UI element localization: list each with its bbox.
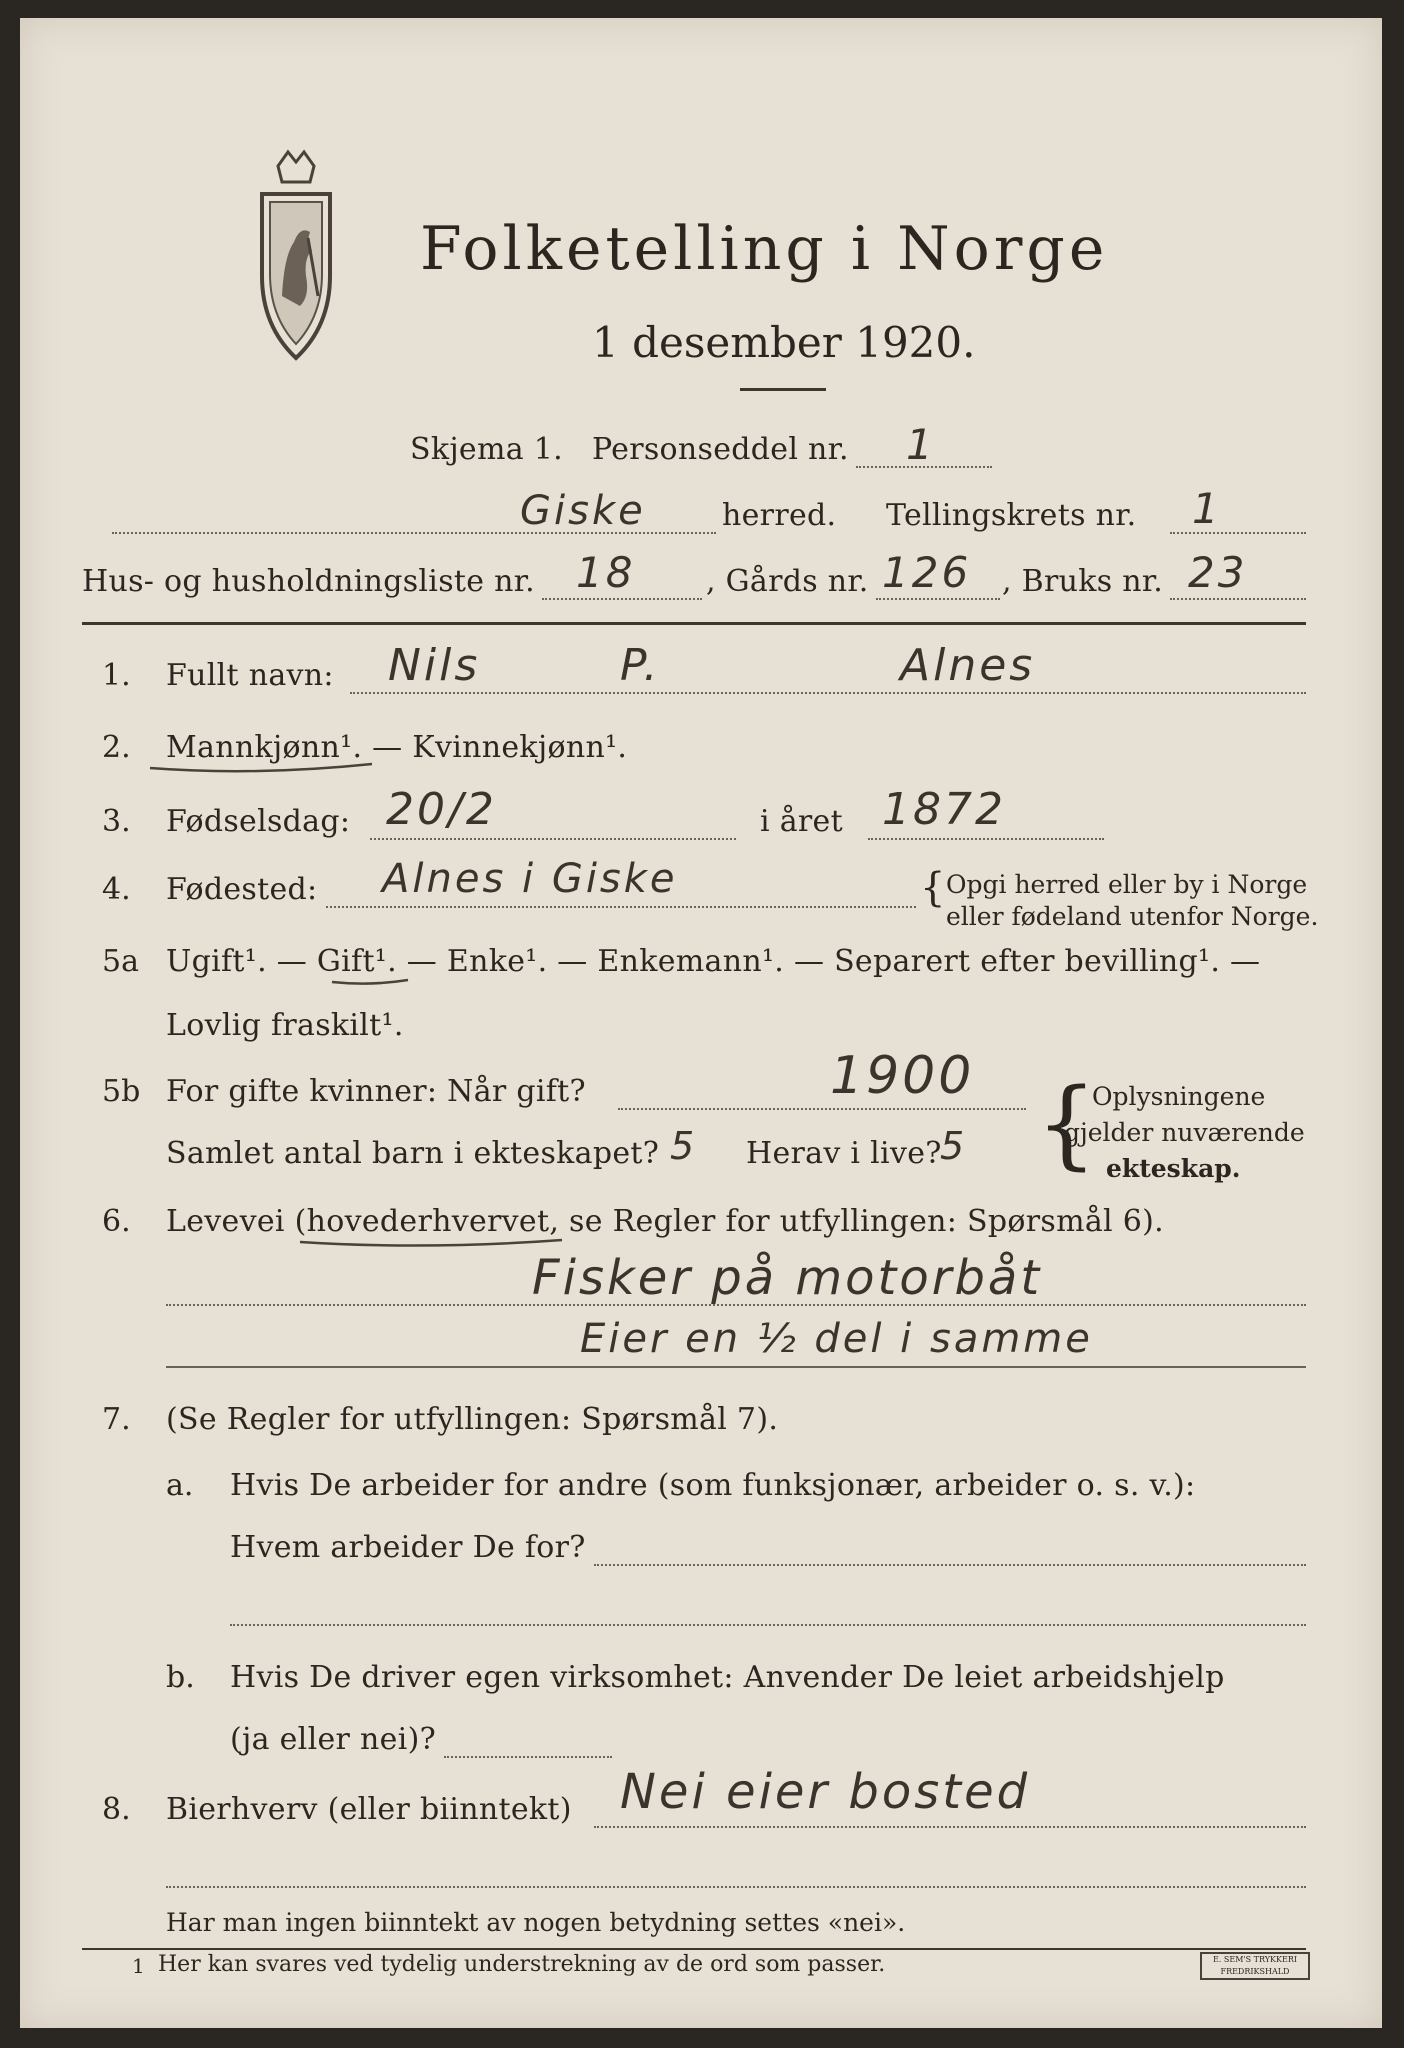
gards-value: 126 (882, 548, 972, 597)
footer-rule (82, 1948, 1306, 1950)
hus-label: Hus- og husholdningsliste nr. (82, 564, 535, 599)
q2-number: 2. (102, 730, 131, 765)
census-date: 1 desember 1920. (592, 318, 976, 367)
q7a-line2 (230, 1624, 1306, 1626)
q7a-label-line2: Hvem arbeider De for? (230, 1530, 586, 1565)
q6-occupation-line2: Eier en ½ del i samme (580, 1316, 1093, 1362)
header-rule (82, 622, 1306, 625)
bruks-label: , Bruks nr. (1002, 564, 1164, 599)
q5b-children-value: 5 (670, 1124, 698, 1168)
q1-first-name: Nils (388, 640, 481, 691)
q8-number: 8. (102, 1792, 131, 1827)
q3-day-line (370, 838, 736, 840)
q8-line1 (594, 1826, 1306, 1828)
q2-underline-mark (146, 760, 376, 776)
hus-value: 18 (576, 548, 636, 597)
gards-label: , Gårds nr. (706, 564, 869, 599)
bruks-line (1170, 598, 1306, 600)
personseddel-label: Personseddel nr. (592, 432, 849, 467)
q8-label: Bierhverv (eller biinntekt) (166, 1792, 572, 1827)
q3-number: 3. (102, 804, 131, 839)
q3-label: Fødselsdag: (166, 804, 351, 839)
tellingskrets-value: 1 (1192, 484, 1222, 533)
q5b-brace: { (1036, 1068, 1098, 1180)
q7a-line1 (594, 1564, 1306, 1566)
q1-line (350, 692, 1306, 694)
herred-label: herred. (722, 498, 837, 533)
q6-number: 6. (102, 1204, 131, 1239)
q5a-label: Ugift¹. — Gift¹. — Enke¹. — Enkemann¹. — Separert efter bevilling¹. — (166, 944, 1261, 979)
q4-number: 4. (102, 872, 131, 907)
q5b-label: For gifte kvinner: Når gift? (166, 1074, 586, 1109)
hus-line (542, 598, 702, 600)
q5b-alive-value: 5 (940, 1124, 968, 1168)
q7a-number: a. (166, 1468, 194, 1503)
q7-label: (Se Regler for utfyllingen: Spørsmål 7). (166, 1402, 779, 1437)
census-form-page (20, 18, 1382, 2028)
printer-stamp: E. SEM'S TRYKKERI FREDRIKSHALD (1200, 1952, 1310, 1980)
q1-label: Fullt navn: (166, 658, 334, 693)
page-title: Folketelling i Norge (420, 214, 1109, 284)
q4-note-line2: eller fødeland utenfor Norge. (946, 902, 1319, 931)
q5b-children-label: Samlet antal barn i ekteskapet? (166, 1136, 660, 1171)
tellingskrets-label: Tellingskrets nr. (886, 498, 1137, 533)
q2-label: Mannkjønn¹. — Kvinnekjønn¹. (166, 730, 628, 765)
q5a-number: 5a (102, 944, 139, 979)
q3-year-label: i året (760, 804, 843, 839)
q1-surname: Alnes (900, 640, 1036, 691)
skjema-label: Skjema 1. (410, 432, 563, 467)
q1-number: 1. (102, 658, 131, 693)
q5a-underline-mark (330, 976, 410, 988)
title-divider (740, 388, 826, 391)
q5b-alive-label: Herav i live? (746, 1136, 942, 1171)
q5a-label-line2: Lovlig fraskilt¹. (166, 1008, 404, 1043)
q5b-note-line3: ekteskap. (1106, 1154, 1241, 1183)
gards-line (876, 598, 1000, 600)
coat-of-arms-icon (248, 146, 344, 366)
q7b-label-line2: (ja eller nei)? (230, 1722, 436, 1757)
footnote-text: Her kan svares ved tydelig understrekning av de ord som passer. (158, 1952, 886, 1977)
q7b-number: b. (166, 1660, 195, 1695)
q6-line2 (166, 1366, 1306, 1368)
q7-number: 7. (102, 1402, 131, 1437)
q4-line (326, 906, 916, 908)
q3-birth-day: 20/2 (386, 784, 497, 835)
q8-side-income: Nei eier bosted (620, 1764, 1031, 1820)
q8-line2 (166, 1886, 1306, 1888)
tellingskrets-line (1170, 532, 1306, 534)
q5b-married-year: 1900 (830, 1046, 975, 1106)
q5b-married-line (618, 1108, 1026, 1110)
q7a-label: Hvis De arbeider for andre (som funksjonær, arbeider o. s. v.): (230, 1468, 1196, 1503)
personseddel-value: 1 (906, 420, 936, 469)
q3-year-line (868, 838, 1104, 840)
q6-label: Levevei (hovederhvervet, se Regler for utfyllingen: Spørsmål 6). (166, 1204, 1164, 1239)
q6-underline-mark (296, 1236, 566, 1250)
q6-occupation-line1: Fisker på motorbåt (532, 1250, 1043, 1306)
q4-note-line1: Opgi herred eller by i Norge (946, 870, 1308, 899)
q4-label: Fødested: (166, 872, 318, 907)
q1-middle-initial: P. (620, 640, 661, 691)
herred-value: Giske (520, 488, 646, 534)
q3-birth-year: 1872 (882, 784, 1006, 835)
q7b-line (444, 1756, 612, 1758)
q7b-label: Hvis De driver egen virksomhet: Anvender De leiet arbeidshjelp (230, 1660, 1225, 1695)
q5b-note-line2: gjelder nuværende (1064, 1118, 1305, 1147)
footnote-number: 1 (132, 1954, 145, 1978)
footer-note: Har man ingen biinntekt av nogen betydning settes «nei». (166, 1908, 906, 1937)
bruks-value: 23 (1188, 548, 1248, 597)
q5b-number: 5b (102, 1074, 141, 1109)
q4-brace: { (920, 865, 946, 911)
q5b-note-line1: Oplysningene (1092, 1082, 1266, 1111)
q4-birthplace: Alnes i Giske (382, 856, 678, 902)
